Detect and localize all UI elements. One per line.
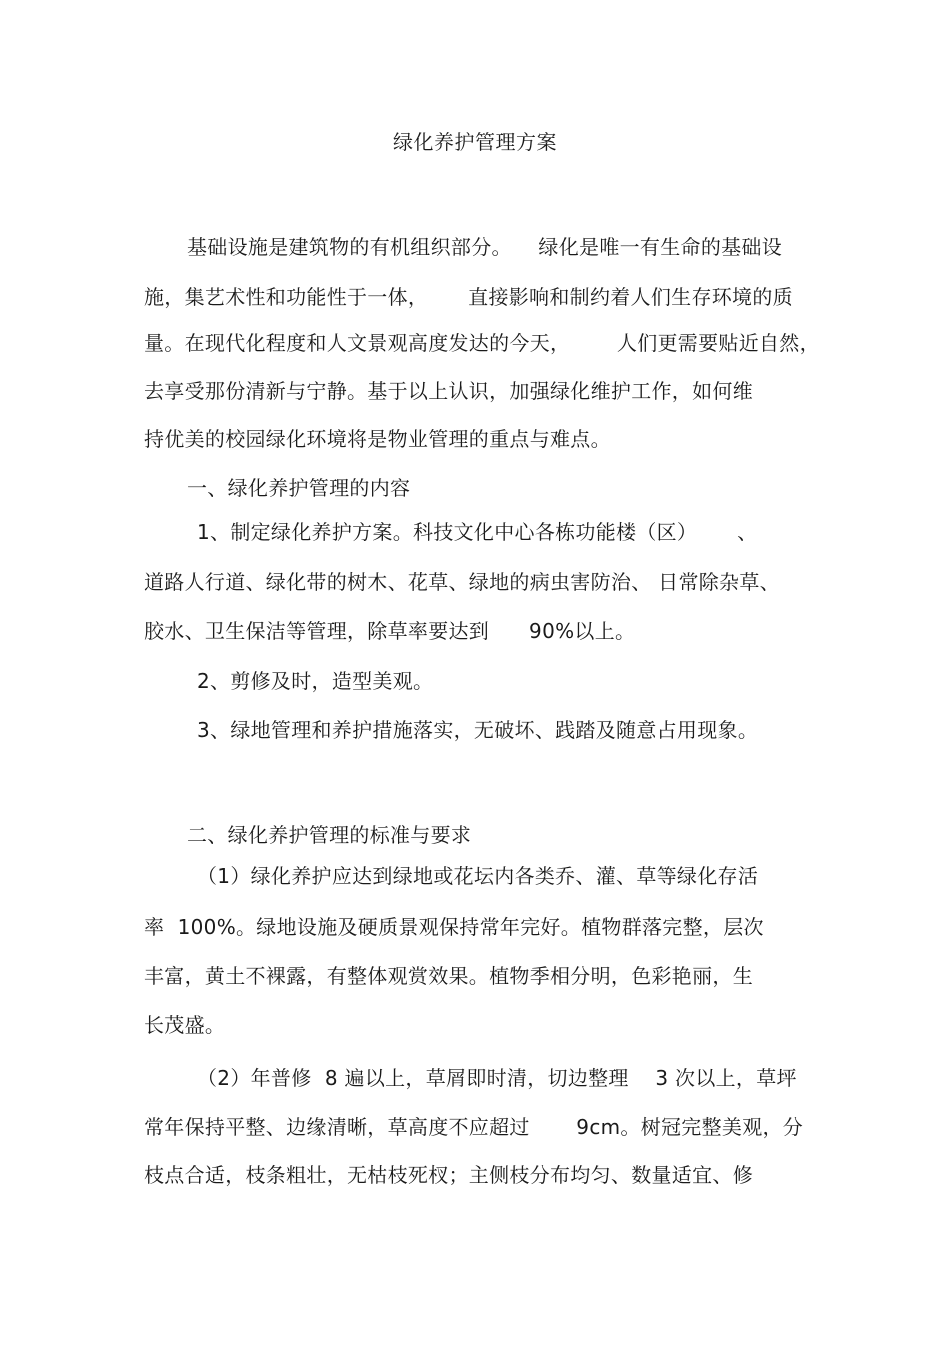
document-title: 绿化养护管理方案 (393, 130, 557, 154)
section1-item1-line-2: 道路人行道、绿化带的树木、花草、绿地的病虫害防治、 日常除杂草、 (144, 570, 780, 594)
intro-line-5: 持优美的校园绿化环境将是物业管理的重点与难点。 (144, 427, 611, 451)
section2-para1-line-1: （1）绿化养护应达到绿地或花坛内各类乔、灌、草等绿化存活 (197, 864, 759, 888)
section2-para1-line-4: 长茂盛。 (144, 1013, 226, 1037)
section2-para1-line-2: 率 100%。绿地设施及硬质景观保持常年完好。植物群落完整，层次 (144, 915, 764, 939)
intro-line-3: 量。在现代化程度和人文景观高度发达的今天， 人们更需要贴近自然， (144, 331, 820, 355)
section1-heading: 一、绿化养护管理的内容 (187, 476, 411, 500)
section2-para2-line-2: 常年保持平整、边缘清晰，草高度不应超过 9cm。树冠完整美观，分 (144, 1115, 804, 1139)
section2-para2-line-3: 枝点合适，枝条粗壮，无枯枝死杈；主侧枝分布均匀、数量适宜、修 (144, 1163, 753, 1187)
section2-para2-line-1: （2）年普修 8 遍以上，草屑即时清，切边整理 3 次以上，草坪 (197, 1066, 797, 1090)
section1-item2: 2、剪修及时，造型美观。 (197, 669, 434, 693)
section1-item1-line-3: 胶水、卫生保洁等管理，除草率要达到 90%以上。 (144, 619, 636, 643)
intro-line-2: 施，集艺术性和功能性于一体， 直接影响和制约着人们生存环境的质 (144, 285, 793, 309)
intro-line-4: 去享受那份清新与宁静。基于以上认识，加强绿化维护工作，如何维 (144, 379, 753, 403)
section2-para1-line-3: 丰富，黄土不裸露，有整体观赏效果。植物季相分明，色彩艳丽，生 (144, 964, 753, 988)
intro-line-1: 基础设施是建筑物的有机组织部分。 绿化是唯一有生命的基础设 (187, 235, 783, 259)
section2-heading: 二、绿化养护管理的标准与要求 (187, 823, 472, 847)
section1-item1-line-1: 1、制定绿化养护方案。科技文化中心各栋功能楼（区） 、 (197, 520, 758, 544)
section1-item3: 3、绿地管理和养护措施落实，无破坏、践踏及随意占用现象。 (197, 718, 759, 742)
